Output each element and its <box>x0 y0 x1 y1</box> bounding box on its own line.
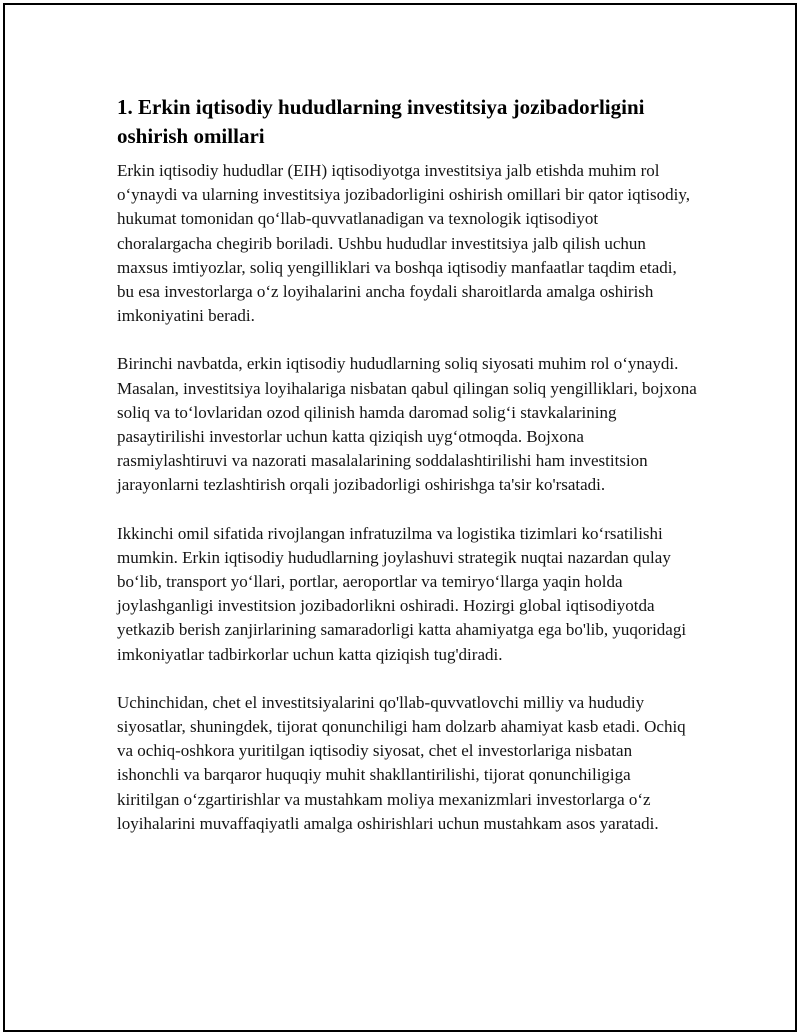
paragraph-infrastructure: Ikkinchi omil sifatida rivojlangan infratuzilma va logistika tizimlari ko‘rsatilishi mumkin. Erkin iqtisodiy hududlarning joylashuvi strategik nuqtai nazardan qulay bo‘lib, transport yo‘llari, portlar, aeroportlar va temiryo‘llarga yaqin holda joylashganligi investitsion jozibadorlikni oshiradi. Hozirgi global iqtisodiyotda yetkazib berish zanjirlarining samaradorligi katta ahamiyatga ega bo'lib, yuqoridagi imkoniyatlar tadbirkorlar uchun katta qiziqish tug'diradi. <box>117 523 687 664</box>
paragraph-legal-policy: Uchinchidan, chet el investitsiyalarini qo'llab-quvvatlovchi milliy va hududiy siyosatlar, shuningdek, tijorat qonunchiligi ham dolzarb ahamiyat kasb etadi. Ochiq va ochiq-oshkora yuritilgan iqtisodiy siyosat, chet el investorlariga nisbatan ishonchli va barqaror huquqiy muhit shakllantirilishi, tijorat qonunchiligiga kiritilgan o‘zgartirishlar va mustahkam moliya mexanizmlari investorlarga o‘z loyihalarini muvaffaqiyatli amalga oshirishlari uchun mustahkam asos yaratadi. <box>117 692 686 833</box>
paragraph-tax-policy: Birinchi navbatda, erkin iqtisodiy hududlarning soliq siyosati muhim rol o‘ynaydi. Masalan, investitsiya loyihalariga nisbatan qabul qilingan soliq yengilliklari, bojxona soliq va to‘lovlaridan ozod qilinish hamda daromad solig‘i stavkalarining pasaytirilishi investorlar uchun katta qiziqish uyg‘otmoqda. Bojxona rasmiylashtiruvi va nazorati masalalarining soddalashtirilishi ham investitsion jarayonlarni tezlashtirish orqali jozibadorligi oshirishga ta'sir ko'rsatadi. <box>117 354 697 495</box>
document-body <box>117 93 697 860</box>
paragraph-intro: Erkin iqtisodiy hududlar (EIH) iqtisodiyotga investitsiya jalb etishda muhim rol o‘ynaydi va ularning investitsiya jozibadorligini oshirish omillari bir qator iqtisodiy, hukumat tomonidan qo‘llab-quvvatlanadigan va texnologik iqtisodiyot choralargacha chegirib boriladi. Ushbu hududlar investitsiya jalb qilish uchun maxsus imtiyozlar, soliq yengilliklari va boshqa iqtisodiy manfaatlar taqdim etadi, bu esa investorlarga o‘z loyihalarini ancha foydali sharoitlarda amalga oshirish imkoniyatini beradi. <box>117 161 691 326</box>
section-heading: 1. Erkin iqtisodiy hududlarning investitsiya jozibadorligini oshirish omillari <box>117 95 645 148</box>
